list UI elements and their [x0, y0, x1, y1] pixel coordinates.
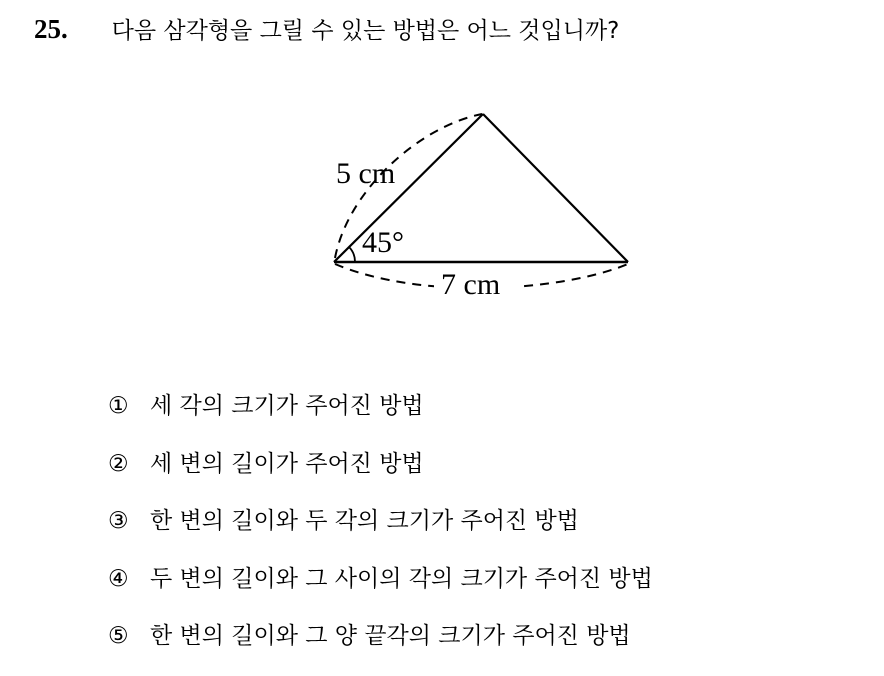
choice-text: 세 각의 크기가 주어진 방법 [150, 393, 424, 419]
choice-4[interactable] [108, 561, 653, 619]
choice-2[interactable] [108, 446, 653, 504]
answer-choices [108, 388, 653, 676]
angle-label: 45° [362, 226, 404, 259]
choice-text: 한 변의 길이와 두 각의 크기가 주어진 방법 [150, 508, 579, 534]
choice-marker: ④ [108, 565, 129, 592]
choice-text: 두 변의 길이와 그 사이의 각의 크기가 주어진 방법 [150, 565, 653, 592]
question-number: 25. [34, 14, 68, 44]
choice-1[interactable] [108, 388, 653, 446]
choice-text: 세 변의 길이가 주어진 방법 [150, 450, 424, 477]
choice-5[interactable] [108, 618, 653, 676]
base-label: 7 cm [441, 268, 501, 301]
choice-marker: ⑤ [108, 623, 129, 649]
side-label: 5 cm [336, 157, 396, 190]
choice-text: 한 변의 길이와 그 양 끝각의 크기가 주어진 방법 [150, 623, 631, 649]
choice-3[interactable] [108, 503, 653, 561]
choice-marker: ① [108, 393, 129, 419]
triangle-side-right [483, 114, 628, 262]
question-text: 다음 삼각형을 그릴 수 있는 방법은 어느 것입니까? [111, 18, 620, 44]
angle-arc [349, 247, 355, 262]
choice-marker: ③ [108, 508, 129, 534]
choice-marker: ② [108, 450, 129, 477]
